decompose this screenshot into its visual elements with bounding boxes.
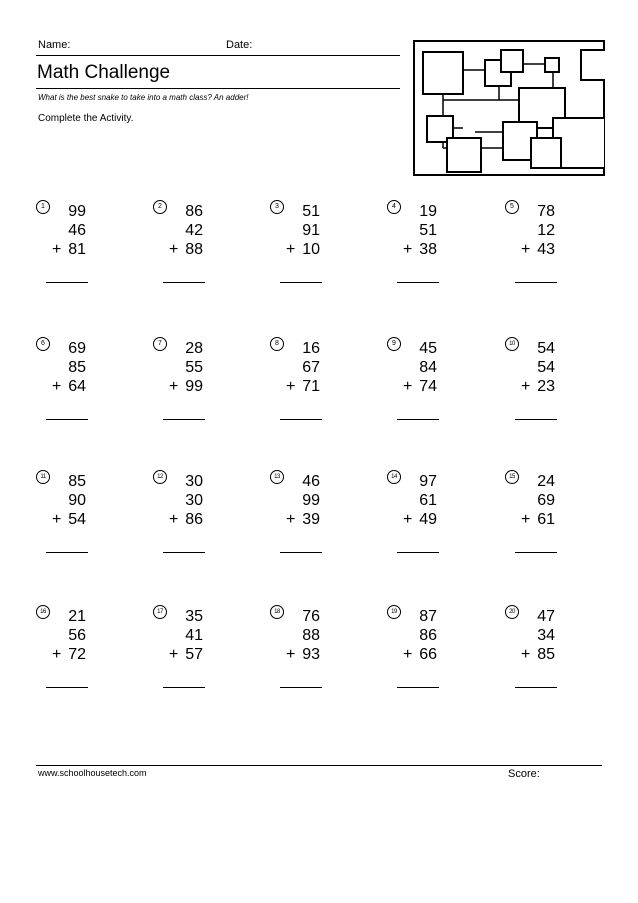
addend-3: 54 <box>68 511 86 528</box>
plus-sign: + <box>169 378 179 395</box>
plus-sign: + <box>52 378 62 395</box>
plus-sign: + <box>521 241 531 258</box>
answer-line[interactable] <box>515 552 557 553</box>
plus-sign: + <box>52 646 62 663</box>
plus-sign: + <box>286 511 296 528</box>
footer-divider <box>36 765 602 766</box>
addend-3: 10 <box>302 241 320 258</box>
problem-number: 15 <box>505 470 519 484</box>
addend-2: 51 <box>419 222 437 239</box>
plus-sign: + <box>52 511 62 528</box>
answer-line[interactable] <box>397 419 439 420</box>
answer-line[interactable] <box>163 419 205 420</box>
addend-2: 85 <box>68 359 86 376</box>
addend-3: 71 <box>302 378 320 395</box>
addend-2: 41 <box>185 627 203 644</box>
problem-number: 7 <box>153 337 167 351</box>
answer-line[interactable] <box>515 282 557 283</box>
problem-12 <box>153 470 263 560</box>
problem-10 <box>505 337 615 427</box>
addend-3: 99 <box>185 378 203 395</box>
addend-1: 54 <box>537 340 555 357</box>
addend-3: 74 <box>419 378 437 395</box>
addend-1: 24 <box>537 473 555 490</box>
addend-1: 99 <box>68 203 86 220</box>
plus-sign: + <box>169 511 179 528</box>
addend-1: 78 <box>537 203 555 220</box>
addend-2: 99 <box>302 492 320 509</box>
addend-3: 93 <box>302 646 320 663</box>
addend-2: 67 <box>302 359 320 376</box>
plus-sign: + <box>521 646 531 663</box>
problem-7 <box>153 337 263 427</box>
plus-sign: + <box>52 241 62 258</box>
problem-number: 5 <box>505 200 519 214</box>
addend-2: 91 <box>302 222 320 239</box>
answer-line[interactable] <box>163 552 205 553</box>
plus-sign: + <box>169 646 179 663</box>
addend-1: 45 <box>419 340 437 357</box>
addend-3: 38 <box>419 241 437 258</box>
problem-number: 9 <box>387 337 401 351</box>
addend-3: 49 <box>419 511 437 528</box>
problem-3 <box>270 200 380 290</box>
addend-2: 84 <box>419 359 437 376</box>
problem-4 <box>387 200 497 290</box>
problem-14 <box>387 470 497 560</box>
answer-line[interactable] <box>280 419 322 420</box>
addend-1: 86 <box>185 203 203 220</box>
addend-2: 86 <box>419 627 437 644</box>
addend-2: 54 <box>537 359 555 376</box>
answer-line[interactable] <box>46 687 88 688</box>
addend-3: 39 <box>302 511 320 528</box>
name-label: Name: <box>38 39 71 51</box>
addend-3: 66 <box>419 646 437 663</box>
addend-2: 88 <box>302 627 320 644</box>
problem-number: 17 <box>153 605 167 619</box>
answer-line[interactable] <box>163 282 205 283</box>
addend-2: 46 <box>68 222 86 239</box>
title-underline <box>36 88 400 89</box>
riddle-subtitle: What is the best snake to take into a math class? An adder! <box>38 93 249 102</box>
problem-number: 16 <box>36 605 50 619</box>
problem-number: 2 <box>153 200 167 214</box>
addend-1: 85 <box>68 473 86 490</box>
problem-15 <box>505 470 615 560</box>
problem-number: 8 <box>270 337 284 351</box>
addend-3: 64 <box>68 378 86 395</box>
addend-3: 81 <box>68 241 86 258</box>
problem-17 <box>153 605 263 695</box>
addend-2: 12 <box>537 222 555 239</box>
overlapping-squares-logo-icon <box>413 40 605 176</box>
problem-number: 10 <box>505 337 519 351</box>
addend-3: 43 <box>537 241 555 258</box>
problem-number: 1 <box>36 200 50 214</box>
website-text: www.schoolhousetech.com <box>38 768 147 778</box>
addend-1: 46 <box>302 473 320 490</box>
problem-number: 11 <box>36 470 50 484</box>
addend-2: 55 <box>185 359 203 376</box>
problem-16 <box>36 605 146 695</box>
instruction-text: Complete the Activity. <box>38 113 134 124</box>
plus-sign: + <box>286 378 296 395</box>
addend-1: 76 <box>302 608 320 625</box>
addend-1: 30 <box>185 473 203 490</box>
addend-3: 88 <box>185 241 203 258</box>
addend-1: 47 <box>537 608 555 625</box>
problem-18 <box>270 605 380 695</box>
addend-3: 85 <box>537 646 555 663</box>
answer-line[interactable] <box>397 282 439 283</box>
problem-13 <box>270 470 380 560</box>
addend-1: 97 <box>419 473 437 490</box>
answer-line[interactable] <box>397 687 439 688</box>
problem-2 <box>153 200 263 290</box>
addend-1: 35 <box>185 608 203 625</box>
problem-11 <box>36 470 146 560</box>
plus-sign: + <box>403 241 413 258</box>
addend-2: 61 <box>419 492 437 509</box>
answer-line[interactable] <box>397 552 439 553</box>
addend-1: 19 <box>419 203 437 220</box>
addend-3: 61 <box>537 511 555 528</box>
plus-sign: + <box>403 378 413 395</box>
addend-1: 21 <box>68 608 86 625</box>
plus-sign: + <box>169 241 179 258</box>
plus-sign: + <box>403 511 413 528</box>
addend-2: 42 <box>185 222 203 239</box>
addend-1: 69 <box>68 340 86 357</box>
page-title: Math Challenge <box>37 62 171 83</box>
plus-sign: + <box>521 378 531 395</box>
answer-line[interactable] <box>515 687 557 688</box>
addend-2: 30 <box>185 492 203 509</box>
answer-line[interactable] <box>163 687 205 688</box>
problem-8 <box>270 337 380 427</box>
problem-number: 4 <box>387 200 401 214</box>
addend-1: 28 <box>185 340 203 357</box>
problem-9 <box>387 337 497 427</box>
addend-1: 51 <box>302 203 320 220</box>
answer-line[interactable] <box>280 282 322 283</box>
date-label: Date: <box>226 39 253 51</box>
answer-line[interactable] <box>46 419 88 420</box>
problem-19 <box>387 605 497 695</box>
problem-1 <box>36 200 146 290</box>
problem-number: 14 <box>387 470 401 484</box>
answer-line[interactable] <box>515 419 557 420</box>
addend-2: 56 <box>68 627 86 644</box>
problem-number: 20 <box>505 605 519 619</box>
addend-3: 23 <box>537 378 555 395</box>
answer-line[interactable] <box>46 552 88 553</box>
problem-20 <box>505 605 615 695</box>
addend-3: 57 <box>185 646 203 663</box>
problem-number: 19 <box>387 605 401 619</box>
problem-number: 6 <box>36 337 50 351</box>
addend-2: 69 <box>537 492 555 509</box>
addend-2: 34 <box>537 627 555 644</box>
addend-1: 87 <box>419 608 437 625</box>
addend-3: 86 <box>185 511 203 528</box>
problem-number: 3 <box>270 200 284 214</box>
name-date-line <box>36 55 400 56</box>
plus-sign: + <box>403 646 413 663</box>
answer-line[interactable] <box>46 282 88 283</box>
score-label: Score: <box>508 768 540 780</box>
plus-sign: + <box>286 241 296 258</box>
problem-5 <box>505 200 615 290</box>
addend-2: 90 <box>68 492 86 509</box>
plus-sign: + <box>286 646 296 663</box>
answer-line[interactable] <box>280 687 322 688</box>
problem-number: 12 <box>153 470 167 484</box>
problem-number: 13 <box>270 470 284 484</box>
problem-6 <box>36 337 146 427</box>
answer-line[interactable] <box>280 552 322 553</box>
problem-number: 18 <box>270 605 284 619</box>
addend-1: 16 <box>302 340 320 357</box>
addend-3: 72 <box>68 646 86 663</box>
plus-sign: + <box>521 511 531 528</box>
